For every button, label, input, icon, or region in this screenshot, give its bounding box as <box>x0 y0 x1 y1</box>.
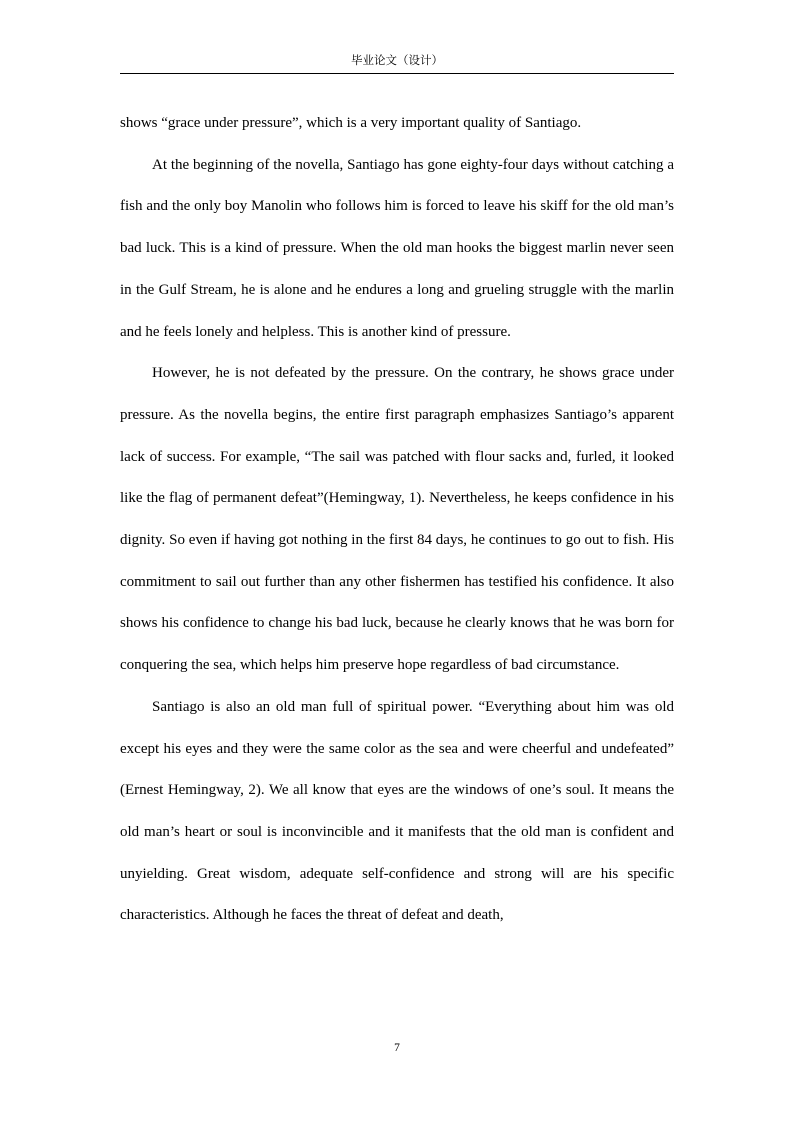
header-divider <box>120 73 674 74</box>
paragraph-spiritual-power: Santiago is also an old man full of spiritual power. “Everything about him was old except his eyes and they were the same color as the sea and were cheerful and undefeated” (Ernest Hemingway, 2). We all know that eyes are the windows of one’s soul. It means the old man’s heart or soul is inconvincible and it manifests that the old man is confident and unyielding. Great wisdom, adequate self-confidence and strong will are his specific characteristics. Although he faces the threat of defeat and death, <box>120 698 674 924</box>
paragraph-continuation: shows “grace under pressure”, which is a very important quality of Santiago. <box>120 115 582 131</box>
body-text <box>120 103 674 937</box>
paragraph-pressure: At the beginning of the novella, Santiago has gone eighty-four days without catching a fish and the only boy Manolin who follows him is forced to leave his skiff for the old man’s bad luck. This is a kind of pressure. When the old man hooks the biggest marlin never seen in the Gulf Stream, he is alone and he endures a long and grueling struggle with the marlin and he feels lonely and helpless. This is another kind of pressure. <box>120 156 674 340</box>
paragraph-grace-under-pressure: However, he is not defeated by the pressure. On the contrary, he shows grace under pressure. As the novella begins, the entire first paragraph emphasizes Santiago’s apparent lack of success. For example, “The sail was patched with flour sacks and, furled, it looked like the flag of permanent defeat”(Hemingway, 1). Nevertheless, he keeps confidence in his dignity. So even if having got nothing in the first 84 days, he continues to go out to fish. His commitment to sail out further than any other fishermen has testified his confidence. It also shows his confidence to change his bad luck, because he clearly knows that he was born for conquering the sea, which helps him preserve hope regardless of bad circumstance. <box>120 365 674 674</box>
page-header: 毕业论文（设计） <box>351 55 443 67</box>
page-number: 7 <box>394 1042 400 1054</box>
